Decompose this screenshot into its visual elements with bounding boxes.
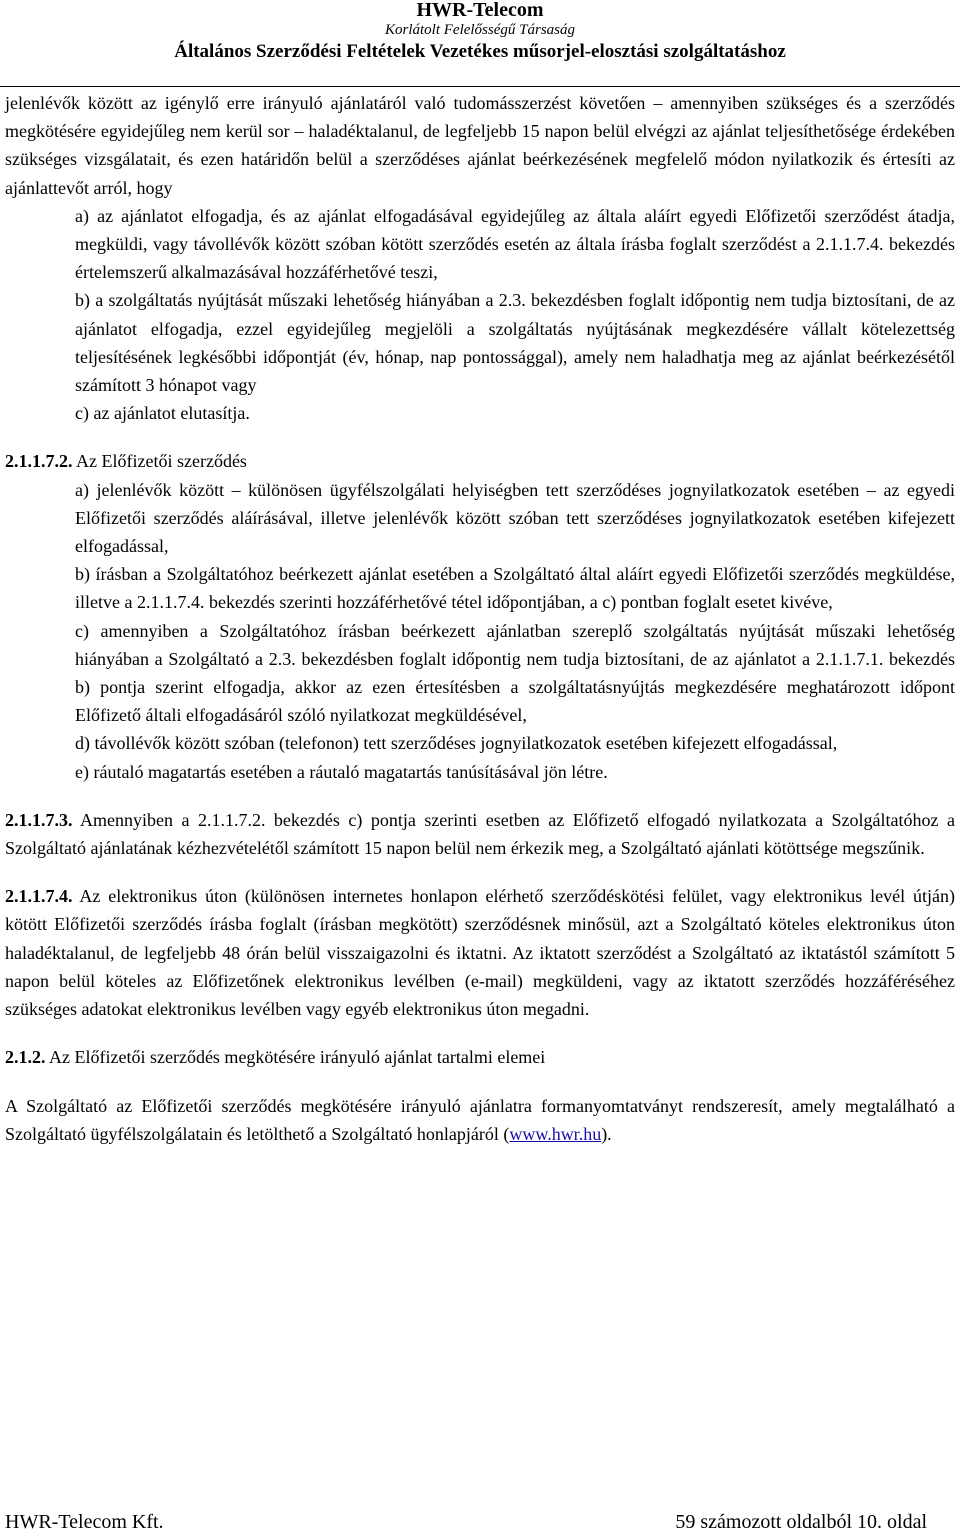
section-2-1-1-7-2-heading (5, 447, 955, 475)
spacer (5, 862, 955, 882)
list1-item-c: c) az ajánlatot elutasítja. (75, 403, 250, 424)
list2-item-c: c) amennyiben a Szolgáltatóhoz írásban beérkezett ajánlatban szereplő szolgáltatás nyújtását műszaki lehetőség hiányában a Szolgáltató a 2.3. bekezdésben foglalt időpontig nem tudja biztosítani, de az ajánlatot a 2.1.1.7.1. bekezdés b) pontja szerint elfogadja, akkor az ezen értesítésben a szolgáltatásnyújtás megkezdésére meghatározott időpont Előfizető általi elfogadásáról szóló nyilatkozat megküldésével, (75, 620, 955, 726)
section-title: Az Előfizetői szerződés megkötésére irányuló ajánlat tartalmi elemei (49, 1047, 546, 1068)
header-divider (0, 86, 960, 87)
section-2-1-1-7-4 (5, 882, 955, 1023)
section-number: 2.1.1.7.3. (5, 809, 73, 830)
final-text: A Szolgáltató az Előfizetői szerződés megkötésére irányuló ajánlatra formanyomtatványt rendszeresít, amely megtalálható a Szolgáltató ügyfélszolgálatain és letölthető a Szolgáltató honlapjáról ( (5, 1095, 955, 1144)
final-text-end: ). (601, 1123, 612, 1144)
section-2-1-1-7-3 (5, 806, 955, 862)
page-header (0, 0, 960, 64)
list1-item-b: b) a szolgáltatás nyújtását műszaki lehetőség hiányában a 2.3. bekezdésben foglalt időpontig nem tudja biztosítani, de az ajánlatot elfogadja, ezzel egyidejűleg megjelöli a szolgáltatás nyújtásának megkezdésére vállalt kötelezettség teljesítésének legkésőbbi időpontját (év, hónap, nap pontossággal), amely nem haladhatja meg az ajánlat beérkezésétől számított 3 hónapot vagy (75, 290, 955, 396)
page-number: 59 számozott oldalból 10. oldal (675, 1511, 927, 1533)
section-number: 2.1.1.7.4. (5, 886, 73, 907)
section-title: Az Előfizetői szerződés (76, 451, 247, 472)
spacer (5, 786, 955, 806)
document-title: Általános Szerződési Feltételek Vezetékes műsorjel-elosztási szolgáltatáshoz (174, 41, 786, 62)
website-link[interactable]: www.hwr.hu (509, 1123, 602, 1144)
company-name: HWR-Telecom (416, 0, 544, 21)
intro-paragraph: jelenlévők között az igénylő erre irányuló ajánlatáról való tudomásszerzést követően – amennyiben szükséges és a szerződés megkötésére egyidejűleg nem kerül sor – haladéktalanul, de legfeljebb 15 napon belül elvégzi az ajánlat teljesíthetősége érdekében szükséges vizsgálatait, és ezen határidőn belül a szerződéses ajánlat beérkezésének megfelelő módon nyilatkozik és értesíti az ajánlattevőt arról, hogy (5, 93, 955, 198)
document-body (5, 89, 955, 1148)
spacer (5, 1023, 955, 1043)
section-2-1-2-heading (5, 1043, 955, 1071)
list2-item-a: a) jelenlévők között – különösen ügyfélszolgálati helyiségben tett szerződéses jognyilatkozatok esetében – az egyedi Előfizetői szerződés aláírásával, illetve jelenlévők között szóban tett szerződéses jognyilatkozatok esetében kifejezett elfogadással, (75, 479, 955, 557)
footer-company: HWR-Telecom Kft. (5, 1511, 164, 1533)
list1-item-a: a) az ajánlatot elfogadja, és az ajánlat elfogadásával egyidejűleg az általa aláírt egyedi Előfizetői szerződést átadja, megküldi, vagy távollévők között szóban kötött szerződés esetén az általa írásba foglalt szerződést a 2.1.1.7.4. bekezdés értelemszerű alkalmazásával hozzáférhetővé teszi, (75, 205, 955, 283)
list2-item-d: d) távollévők között szóban (telefonon) tett szerződéses jognyilatkozatok esetében kifejezett elfogadással, (75, 733, 838, 754)
section-text: Az elektronikus úton (különösen internetes honlapon elérhető szerződéskötési felület, vagy elektronikus levél útján) kötött Előfizetői szerződés írásba foglalt (írásban megkötött) szerződésnek minősül, azt a Szolgáltató köteles elektronikus úton haladéktalanul, de legfeljebb 48 órán belül visszaigazolni és iktatni. Az iktatott szerződést a Szolgáltató az iktatástól számított 5 napon belül köteles az Előfizetőnek elektronikus levélben (e-mail) megküldeni, vagy az iktatott szerződés hozzáféréséhez szükséges adatokat elektronikus levélben vagy egyéb elektronikus úton megadni. (5, 886, 955, 1020)
section-number: 2.1.2. (5, 1047, 46, 1068)
spacer (5, 427, 955, 447)
company-form: Korlátolt Felelősségű Társaság (384, 22, 575, 38)
list2-item-b: b) írásban a Szolgáltatóhoz beérkezett ajánlat esetében a Szolgáltató által aláírt egyedi Előfizetői szerződés megküldése, illetve a 2.1.1.7.4. bekezdés szerinti hozzáférhetővé tétel időpontjában, a c) pontban foglalt esetet kivéve, (75, 564, 955, 613)
spacer (5, 1072, 955, 1092)
list2-item-e: e) ráutaló magatartás esetében a ráutaló magatartás tanúsításával jön létre. (75, 761, 608, 782)
section-number: 2.1.1.7.2. (5, 451, 73, 472)
section-text: Amennyiben a 2.1.1.7.2. bekezdés c) pontja szerinti esetben az Előfizető elfogadó nyilatkozata a Szolgáltatóhoz a Szolgáltató ajánlatának kézhezvételétől számított 15 napon belül nem érkezik meg, a Szolgáltató ajánlati kötöttsége megszűnik. (5, 809, 955, 859)
final-paragraph (5, 1092, 955, 1148)
